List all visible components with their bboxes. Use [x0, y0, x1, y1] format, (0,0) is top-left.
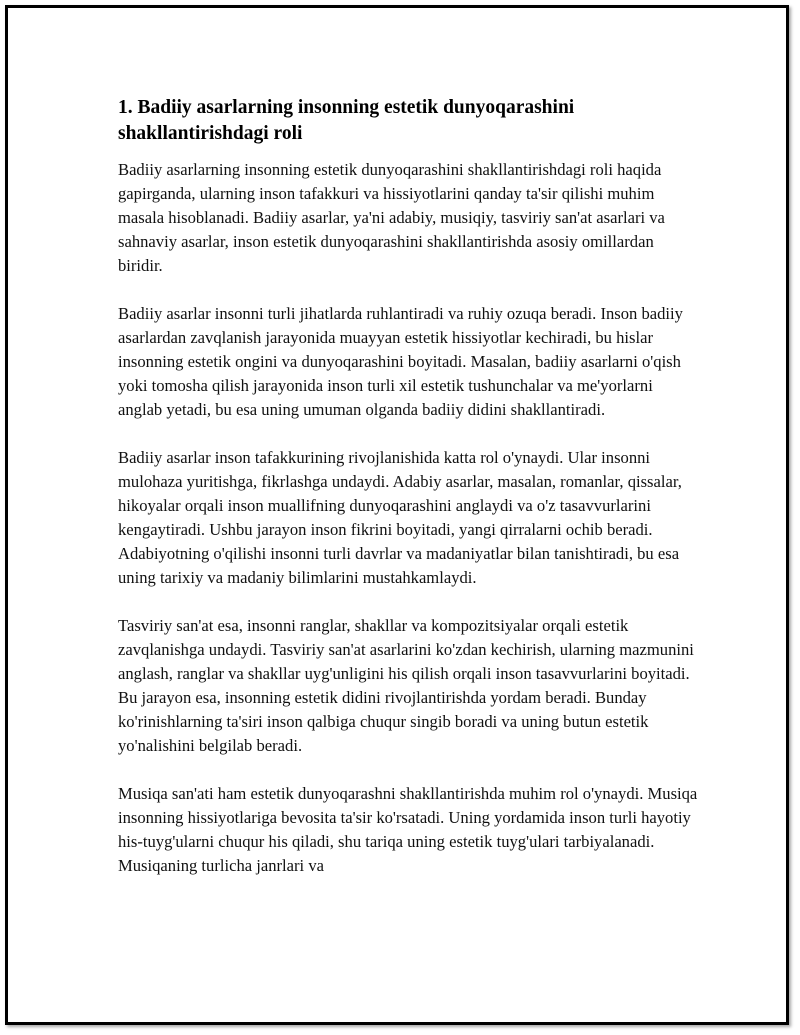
paragraph-1: Badiiy asarlarning insonning estetik dunyoqarashini shakllantirishdagi roli haqida gapirganda, ularning inson tafakkuri va hissiyotlarini qanday ta'sir qilishi muhim masala hisoblanadi. Badiiy asarlar, ya'ni adabiy, musiqiy, tasviriy san'at asarlari va sahnaviy asarlar, inson estetik dunyoqarashini shakllantirishda asosiy omillardan biridir.	[118, 160, 665, 275]
paragraph-4: Tasviriy san'at esa, insonni ranglar, shakllar va kompozitsiyalar orqali estetik zavqlanishga undaydi. Tasviriy san'at asarlarini ko'zdan kechirish, ularning mazmunini anglash, ranglar va shakllar uyg'unligini his qilish orqali inson tasavvurlarini boyitadi. Bu jarayon esa, insonning estetik didini rivojlantirishda yordam beradi. Bunday ko'rinishlarning ta'siri inson qalbiga chuqur singib boradi va uning butun estetik yo'nalishini belgilab beradi.	[118, 616, 694, 755]
paragraph-5: Musiqa san'ati ham estetik dunyoqarashni shakllantirishda muhim rol o'ynaydi. Musiqa insonning hissiyotlariga bevosita ta'sir ko'rsatadi. Uning yordamida inson turli hayotiy his-tuyg'ularni chuqur his qiladi, shu tariqa uning estetik tuyg'ulari tarbiyalanadi. Musiqaning turlicha janrlari va	[118, 784, 698, 875]
document-body	[118, 95, 698, 902]
paragraph-3: Badiiy asarlar inson tafakkurining rivojlanishida katta rol o'ynaydi. Ular insonni mulohaza yuritishga, fikrlashga undaydi. Adabiy asarlar, masalan, romanlar, qissalar, hikoyalar orqali inson muallifning dunyoqarashini anglaydi va o'z tasavvurlarini kengaytiradi. Ushbu jarayon inson fikrini boyitadi, yangi qirralarni ochib beradi. Adabiyotning o'qilishi insonni turli davrlar va madaniyatlar bilan tanishtiradi, bu esa uning tarixiy va madaniy bilimlarini mustahkamlaydi.	[118, 448, 682, 587]
paragraph-2: Badiiy asarlar insonni turli jihatlarda ruhlantiradi va ruhiy ozuqa beradi. Inson badiiy asarlardan zavqlanish jarayonida muayyan estetik hissiyotlar kechiradi, bu hislar insonning estetik ongini va dunyoqarashini boyitadi. Masalan, badiiy asarlarni o'qish yoki tomosha qilish jarayonida inson turli xil estetik tushunchalar va me'yorlarni anglab yetadi, bu esa uning umuman olganda badiiy didini shakllantiradi.	[118, 304, 683, 419]
section-title: 1. Badiiy asarlarning insonning estetik dunyoqarashini shakllantirishdagi roli	[118, 97, 575, 144]
